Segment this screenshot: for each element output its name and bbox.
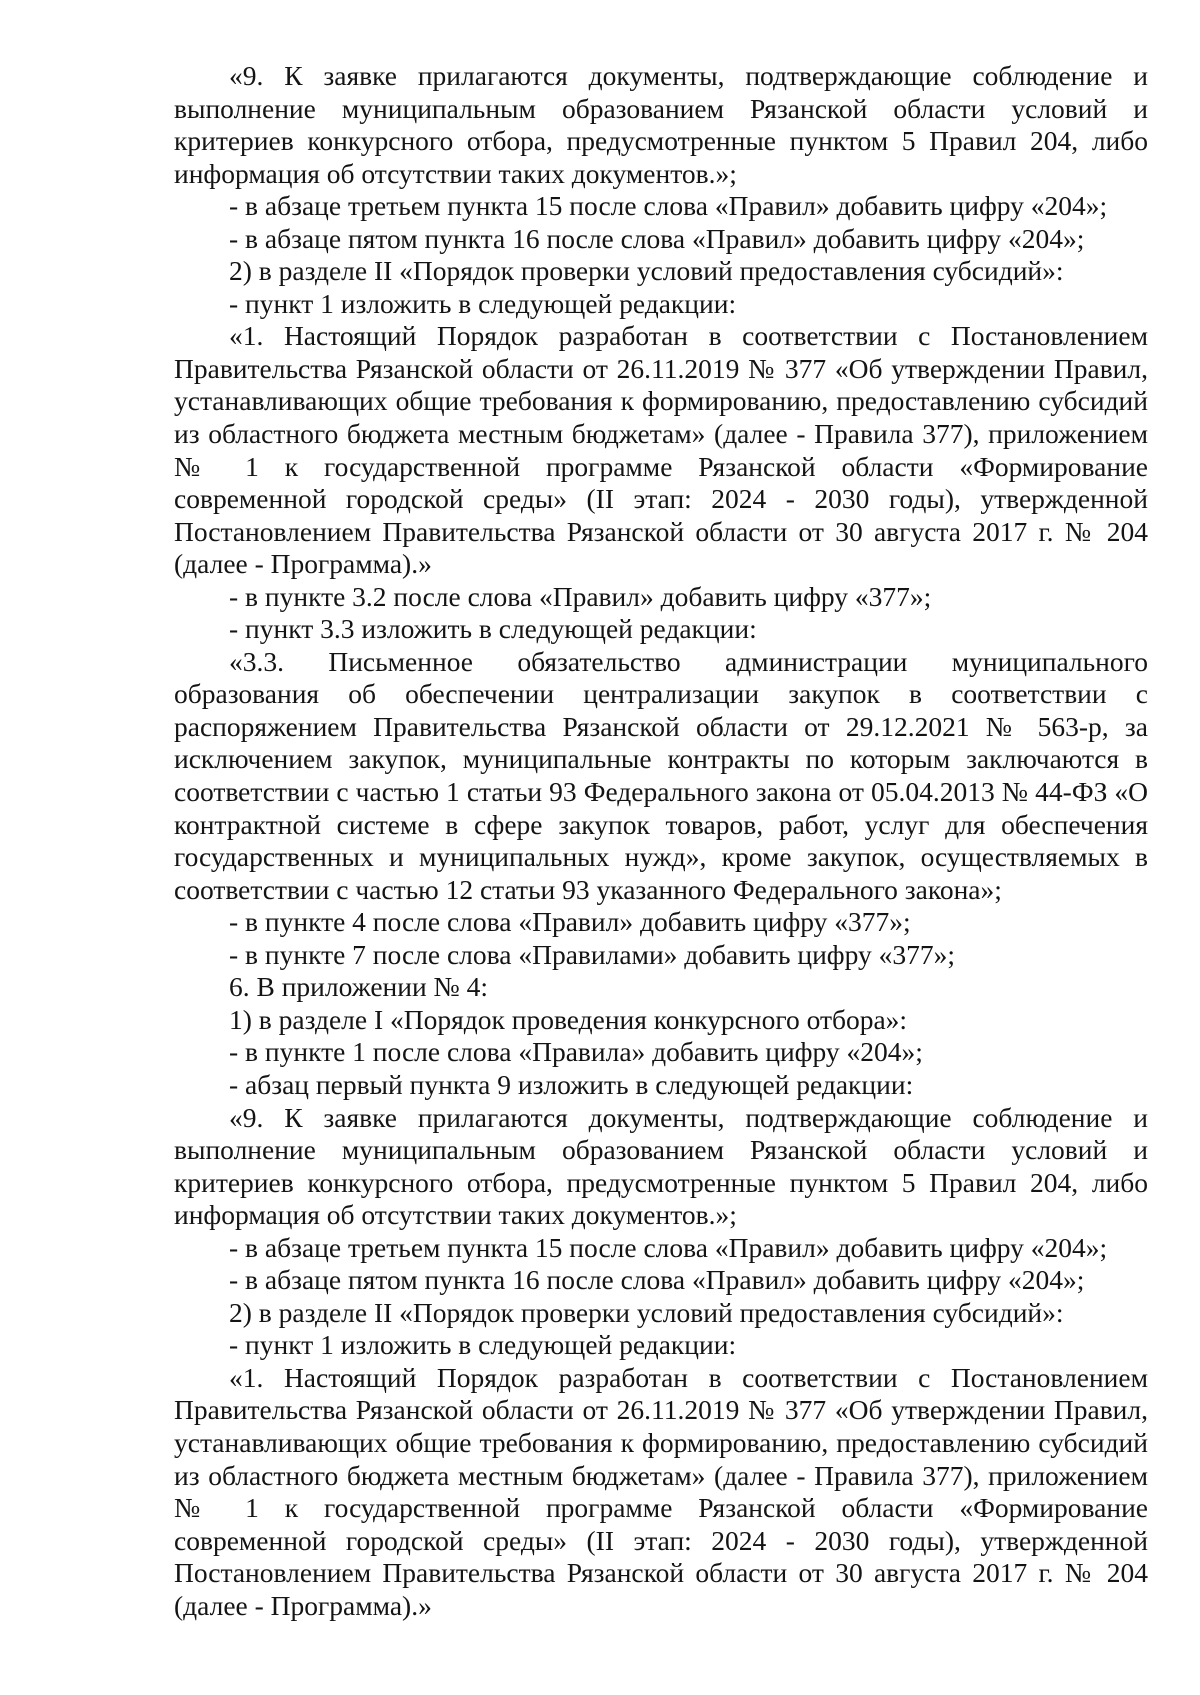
paragraph-8: - пункт 3.3 изложить в следующей редакции: (229, 613, 757, 645)
paragraph-4: 2) в разделе II «Порядок проверки условий предоставления субсидий»: (229, 255, 1064, 287)
paragraph-3: - в абзаце пятом пункта 16 после слова «Правил» добавить цифру «204»; (229, 222, 1085, 254)
paragraph-18: - в абзаце пятом пункта 16 после слова «Правил» добавить цифру «204»; (229, 1264, 1085, 1296)
paragraph-9: «3.3. Письменное обязательство администрации муниципального образования об обеспечении централизации закупок в соответствии с распоряжением Правительства Рязанской области от 29.12.2021 № 563-р, за исключением закупок, муниципальные контракты по которым заключаются в соответствии с частью 1 статьи 93 Федерального закона от 05.04.2013 № 44-ФЗ «О контрактной системе в сфере закупок товаров, работ, услуг для обеспечения государственных и муниципальных нужд», кроме закупок, осуществляемых в соответствии с частью 12 статьи 93 указанного Федерального закона»; (174, 645, 1148, 905)
paragraph-13: 1) в разделе I «Порядок проведения конкурсного отбора»: (229, 1003, 908, 1035)
paragraph-1: «9. К заявке прилагаются документы, подтверждающие соблюдение и выполнение муниципальным образованием Рязанской области условий и критериев конкурсного отбора, предусмотренные пунктом 5 Правил 204, либо информация об отсутствии таких документов.»; (174, 60, 1148, 189)
paragraph-19: 2) в разделе II «Порядок проверки условий предоставления субсидий»: (229, 1296, 1064, 1328)
document-body (174, 60, 1148, 1622)
paragraph-21: «1. Настоящий Порядок разработан в соответствии с Постановлением Правительства Рязанской области от 26.11.2019 № 377 «Об утверждении Правил, устанавливающих общие требования к формированию, предоставлению субсидий из областного бюджета местным бюджетам» (далее - Правила 377), приложением № 1 к государственной программе Рязанской области «Формирование современной городской среды» (II этап: 2024 - 2030 годы), утвержденной Постановлением Правительства Рязанской области от 30 августа 2017 г. № 204 (далее - Программа).» (174, 1361, 1148, 1621)
paragraph-15: - абзац первый пункта 9 изложить в следующей редакции: (229, 1068, 914, 1100)
paragraph-16: «9. К заявке прилагаются документы, подтверждающие соблюдение и выполнение муниципальным образованием Рязанской области условий и критериев конкурсного отбора, предусмотренные пунктом 5 Правил 204, либо информация об отсутствии таких документов.»; (174, 1101, 1148, 1231)
paragraph-20: - пункт 1 изложить в следующей редакции: (229, 1329, 737, 1361)
paragraph-17: - в абзаце третьем пункта 15 после слова «Правил» добавить цифру «204»; (229, 1231, 1108, 1263)
paragraph-5: - пункт 1 изложить в следующей редакции: (229, 287, 737, 319)
paragraph-7: - в пункте 3.2 после слова «Правил» добавить цифру «377»; (229, 580, 932, 612)
paragraph-2: - в абзаце третьем пункта 15 после слова «Правил» добавить цифру «204»; (229, 190, 1108, 222)
paragraph-14: - в пункте 1 после слова «Правила» добавить цифру «204»; (229, 1036, 923, 1068)
paragraph-12: 6. В приложении № 4: (229, 971, 489, 1003)
paragraph-6: «1. Настоящий Порядок разработан в соответствии с Постановлением Правительства Рязанской области от 26.11.2019 № 377 «Об утверждении Правил, устанавливающих общие требования к формированию, предоставлению субсидий из областного бюджета местным бюджетам» (далее - Правила 377), приложением № 1 к государственной программе Рязанской области «Формирование современной городской среды» (II этап: 2024 - 2030 годы), утвержденной Постановлением Правительства Рязанской области от 30 августа 2017 г. № 204 (далее - Программа).» (174, 320, 1148, 580)
paragraph-11: - в пункте 7 после слова «Правилами» добавить цифру «377»; (229, 938, 956, 970)
paragraph-10: - в пункте 4 после слова «Правил» добавить цифру «377»; (229, 906, 911, 938)
